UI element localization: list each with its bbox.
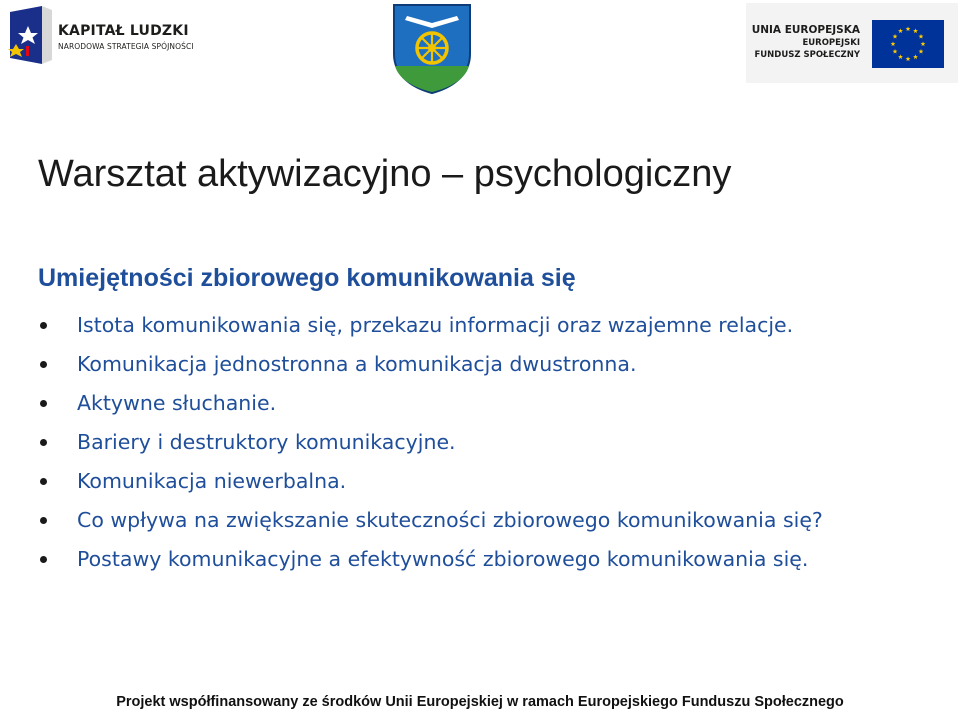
crest-wheel-icon (391, 2, 473, 94)
kapital-ludzki-icon (6, 6, 54, 64)
bullet-text: Postawy komunikacyjne a efektywność zbiorowego komunikowania się. (77, 547, 809, 571)
bullet-dot-icon (40, 478, 47, 485)
bullet-text: Komunikacja niewerbalna. (77, 469, 347, 493)
kapital-ludzki-subtitle: NARODOWA STRATEGIA SPÓJNOŚCI (58, 42, 194, 51)
kapital-ludzki-logo (6, 6, 194, 66)
bullet-text: Komunikacja jednostronna a komunikacja dwustronna. (77, 352, 637, 376)
eu-line-2: EUROPEJSKI (802, 38, 860, 48)
bullet-text: Aktywne słuchanie. (77, 391, 277, 415)
bullet-item (38, 427, 823, 466)
footer-funding-note: Projekt współfinansowany ze środków Unii Europejskiej w ramach Europejskiego Funduszu Społecznego (116, 694, 844, 710)
bullet-dot-icon (40, 556, 47, 563)
bullet-item (38, 310, 823, 349)
bullet-item (38, 466, 823, 505)
bullet-list (38, 310, 823, 583)
eu-logo-text (752, 24, 860, 61)
eu-logo (746, 3, 958, 83)
eu-flag-icon (872, 20, 944, 68)
municipal-crest (391, 2, 473, 94)
bullet-dot-icon (40, 361, 47, 368)
bullet-text: Co wpływa na zwiększanie skuteczności zbiorowego komunikowania się? (77, 508, 823, 532)
bullet-dot-icon (40, 517, 47, 524)
eu-line-1: UNIA EUROPEJSKA (751, 24, 860, 36)
bullet-item (38, 349, 823, 388)
bullet-item (38, 388, 823, 427)
bullet-dot-icon (40, 322, 47, 329)
bullet-item (38, 544, 823, 583)
bullet-text: Bariery i destruktory komunikacyjne. (77, 430, 456, 454)
slide-subtitle: Umiejętności zbiorowego komunikowania się (38, 264, 576, 292)
kapital-ludzki-title: KAPITAŁ LUDZKI (58, 23, 189, 39)
bullet-item (38, 505, 823, 544)
bullet-dot-icon (40, 439, 47, 446)
bullet-text: Istota komunikowania się, przekazu informacji oraz wzajemne relacje. (77, 313, 794, 337)
eu-line-3: FUNDUSZ SPOŁECZNY (754, 50, 860, 60)
bullet-dot-icon (40, 400, 47, 407)
slide-title: Warsztat aktywizacyjno – psychologiczny (38, 153, 732, 195)
